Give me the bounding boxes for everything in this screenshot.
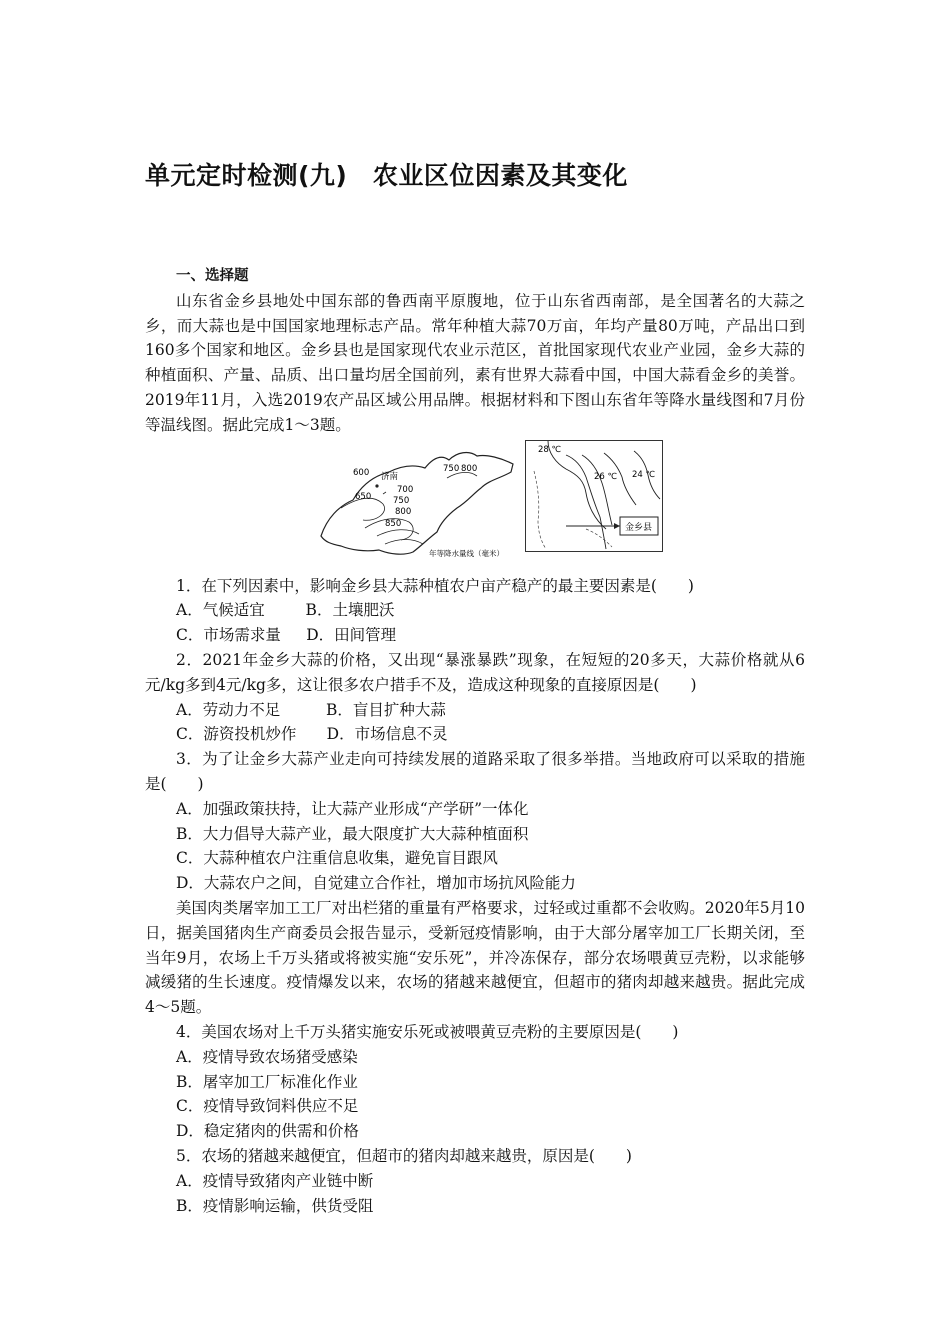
question-4-option-c: C．疫情导致饲料供应不足 xyxy=(176,1097,359,1116)
question-2-options-row: C．游资投机炒作 D．市场信息不灵 xyxy=(176,725,448,744)
question-1-options-row: A．气候适宜 B．土壤肥沃 xyxy=(176,601,395,620)
passage-garlic: 山东省金乡县地处中国东部的鲁西南平原腹地，位于山东省西南部，是全国著名的大蒜之乡，而大蒜也是中国国家地理标志产品。常年种植大蒜70万亩，年均产量80万吨，产品出口到160多个国家和地区。金乡县也是国家现代农业示范区，首批国家现代农业产业园，金乡大蒜的种植面积、产量、品质、出口量均居全国前列，素有世界大蒜看中国，中国大蒜看金乡的美誉。2019年11月，入选2019农产品区域公用品牌。根据材料和下图山东省年等降水量线图和7月份等温线图。据此完成1～3题。 xyxy=(145,291,805,434)
question-3-option-a: A．加强政策扶持，让大蒜产业形成“产学研”一体化 xyxy=(176,799,529,818)
question-3-option-b: B．大力倡导大蒜产业，最大限度扩大大蒜种植面积 xyxy=(176,824,529,843)
question-3-option-c: C．大蒜种植农户注重信息收集，避免盲目跟风 xyxy=(176,849,498,868)
figure-row xyxy=(145,440,805,568)
precipitation-map xyxy=(317,448,515,560)
isotherm-map xyxy=(525,440,663,552)
isotherm-label: 28 ℃ xyxy=(538,444,562,455)
question-5-stem: 5．农场的猪越来越便宜，但超市的猪肉却越来越贵，原因是( ) xyxy=(176,1146,632,1165)
isoline-label: 800 xyxy=(461,463,478,474)
isoline-label: 750 xyxy=(443,463,460,474)
section-heading: 一、选择题 xyxy=(176,268,249,284)
city-label-jinan: 济南 xyxy=(381,471,399,482)
question-4-option-d: D．稳定猪肉的供需和价格 xyxy=(176,1122,359,1141)
question-5-option-b: B．疫情影响运输，供货受阻 xyxy=(176,1196,374,1215)
question-1-options-row: C．市场需求量 D．田间管理 xyxy=(176,626,397,645)
isotherm-label: 24 ℃ xyxy=(632,469,656,480)
document-body xyxy=(145,264,805,1218)
question-4-option-a: A．疫情导致农场猪受感染 xyxy=(176,1047,358,1066)
question-3-stem: 3．为了让金乡大蒜产业走向可持续发展的道路采取了很多举措。当地政府可以采取的措施是( ) xyxy=(145,750,805,793)
isoline-label: 750 xyxy=(393,495,410,506)
isoline-label: 700 xyxy=(397,484,414,495)
question-4-option-b: B．屠宰加工厂标准化作业 xyxy=(176,1072,358,1091)
isoline-label: 800 xyxy=(395,506,412,517)
map-caption: 年等降水量线（毫米） xyxy=(429,548,504,558)
isoline-label: 600 xyxy=(353,467,370,478)
question-1-stem: 1．在下列因素中，影响金乡县大蒜种植农户亩产稳产的最主要因素是( ) xyxy=(176,576,694,595)
isotherm-label: 26 ℃ xyxy=(594,471,618,482)
passage-pigs: 美国肉类屠宰加工工厂对出栏猪的重量有严格要求，过轻或过重都不会收购。2020年5月10日，据美国猪肉生产商委员会报告显示，受新冠疫情影响，由于大部分屠宰加工厂长期关闭，至当年9月，农场上千万头猪或将被实施“安乐死”，并冷冻保存，部分农场喂黄豆壳粉，以求能够减缓猪的生长速度。疫情爆发以来，农场的猪越来越便宜，但超市的猪肉却越来越贵。据此完成4～5题。 xyxy=(145,898,805,1017)
question-4-stem: 4．美国农场对上千万头猪实施安乐死或被喂黄豆壳粉的主要原因是( ) xyxy=(176,1022,679,1041)
question-5-option-a: A．疫情导致猪肉产业链中断 xyxy=(176,1171,374,1190)
county-label-jinxiang: 金乡县 xyxy=(625,522,653,533)
question-2-options-row: A．劳动力不足 B．盲目扩种大蒜 xyxy=(176,700,446,719)
question-3-option-d: D．大蒜农户之间，自觉建立合作社，增加市场抗风险能力 xyxy=(176,874,576,893)
page-title: 单元定时检测(九) 农业区位因素及其变化 xyxy=(145,161,628,190)
question-2-stem: 2．2021年金乡大蒜的价格，又出现“暴涨暴跌”现象，在短短的20多天，大蒜价格就从6元/kg多到4元/kg多，这让很多农户措手不及，造成这种现象的直接原因是( ) xyxy=(145,650,805,694)
isoline-label: 850 xyxy=(385,518,402,529)
isoline-label: 650 xyxy=(355,491,372,502)
